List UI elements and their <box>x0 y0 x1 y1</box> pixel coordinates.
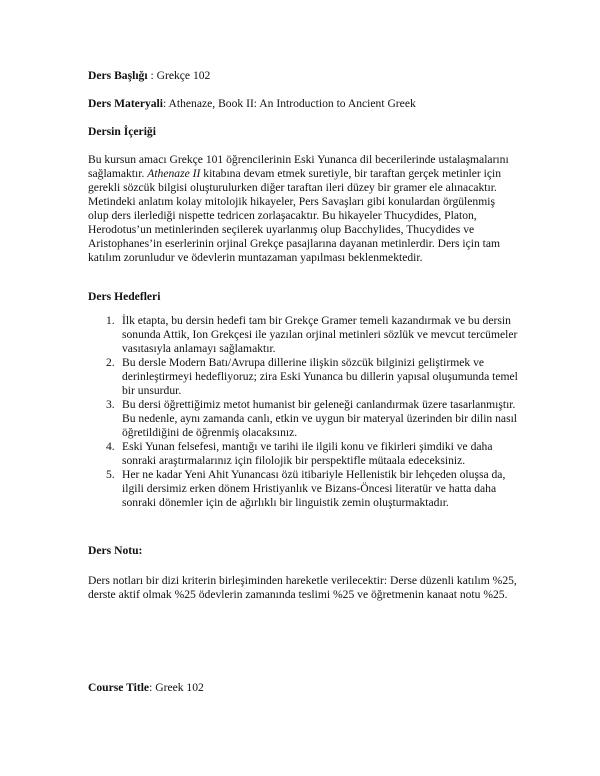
list-item-text: Eski Yunan felsefesi, mantığı ve tarihi ile ilgili konu ve fikirleri şimdiki ve daha sonraki araştırmalarınız için filolojik bir perspektifle mütaala edeceksiniz. <box>122 440 493 467</box>
course-title-en-label: Course Title <box>88 681 150 694</box>
materials-line <box>88 97 518 111</box>
list-item-text: Bu dersi öğrettiğimiz metot humanist bir geleneği canlandırmak üzere tasarlanmıştır. Bu nedenle, aynı zamanda canlı, etkin ve uygun bir materyal üzerinden bir dilin nasıl öğretildiğini de öğrenmiş olacaksınız. <box>122 398 518 439</box>
list-item-number: 4. <box>106 440 115 453</box>
course-title-en-line <box>88 681 518 695</box>
list-item <box>88 440 518 468</box>
list-item-number: 5. <box>106 468 115 481</box>
goals-list <box>88 314 518 510</box>
goals-list-container <box>88 314 518 510</box>
list-item-text: Bu dersle Modern Batı/Avrupa dillerine ilişkin sözcük bilginizi geliştirmek ve derinleştirmeyi hedefliyoruz; zira Eski Yunanca bu dillerin yapısal oluşumunda temel bir unsurdur. <box>122 356 518 397</box>
list-item-number: 2. <box>106 356 115 369</box>
course-title-label: Ders Başlığı <box>88 69 148 82</box>
list-item-number: 1. <box>106 314 115 327</box>
list-item <box>88 468 518 510</box>
goals-heading: Ders Hedefleri <box>88 290 161 303</box>
content-heading: Dersin İçeriği <box>88 125 156 138</box>
list-item-text: İlk etapta, bu dersin hedefi tam bir Grekçe Gramer temeli kazandırmak ve bu dersin sonunda Attik, Ion Grekçesi ile yazılan orjinal metinleri sözlük ve mevcut tercümeler vasıtasıyla anlamayı sağlamaktır. <box>122 314 518 355</box>
list-item <box>88 356 518 398</box>
course-title-line <box>88 69 518 83</box>
grading-heading: Ders Notu: <box>88 544 143 557</box>
content-paragraph <box>88 153 518 265</box>
course-title-en-value: : Greek 102 <box>149 681 204 694</box>
materials-label: Ders Materyali <box>88 97 164 110</box>
list-item <box>88 314 518 356</box>
grading-paragraph: Ders notları bir dizi kriterin birleşiminden hareketle verilecektir: Derse düzenli katılım %25, derste aktif olmak %25 ödevlerin zamanında teslimi %25 ve öğretmenin kanaat notu %25. <box>88 574 517 601</box>
list-item-number: 3. <box>106 398 115 411</box>
materials-value: : Athenaze, Book II: An Introduction to Ancient Greek <box>163 97 416 110</box>
content-book-title: Athenaze II <box>147 167 201 180</box>
content-text-2: kitabına devam etmek suretiyle, bir taraftan gerçek metinler için gerekli sözcük bilgisi oluşturulurken diğer taraftan ileri düzey bir gramer ele alınacaktır. Metindeki anlatım kolay mitolojik hikayeler, Pers Savaşları gibi konulardan örgülenmiş olup ders ilerlediği nispette tedricen zorlaşacaktır. Bu hikayeler Thucydides, Platon, Herodotus’un metinlerinden seçilerek uyarlanmış olup Bacchylides, Thucydides ve Aristophanes’in eserlerinin orjinal Grekçe pasajlarına dayanan metinlerdir. Ders için tam katılım zorunludur ve ödevlerin muntazaman yapılması beklenmektedir. <box>88 167 502 264</box>
list-item-text: Her ne kadar Yeni Ahit Yunancası özü itibariyle Hellenistik bir lehçeden oluşsa da, ilgili dersimiz erken dönem Hristiyanlık ve Bizans-Öncesi literatür ve hatta daha sonraki dönemler için de ağırlıklı bir linguistik zemin oluşturmaktadır. <box>122 468 506 509</box>
content-text-1: Bu kursun amacı Grekçe 101 öğrencilerinin Eski Yunanca dil becerilerinde ustalaşmalarını sağlamaktır. <box>88 153 509 180</box>
course-title-value: : Grekçe 102 <box>147 69 211 82</box>
list-item <box>88 398 518 440</box>
